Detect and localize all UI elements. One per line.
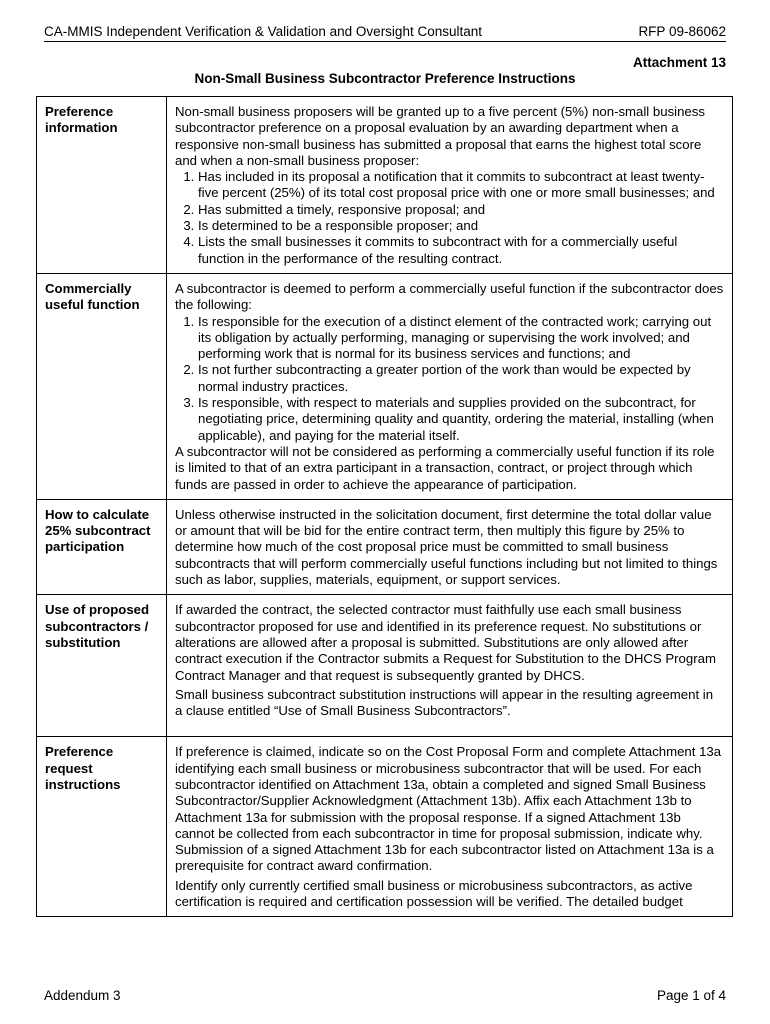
page-title: Non-Small Business Subcontractor Preference Instructions — [194, 71, 576, 86]
row-content — [167, 737, 733, 917]
table-row — [37, 97, 733, 274]
row-label: Preference information — [37, 97, 167, 274]
row-label: How to calculate 25% subcontract participation — [37, 499, 167, 594]
paragraph: Non-small business proposers will be granted up to a five percent (5%) non-small business subcontractor preference on a proposal evaluation by an awarding department when a responsive non-small business has submitted a proposal that earns the highest total score and when a non-small business proposer: — [175, 104, 705, 168]
numbered-list — [175, 314, 724, 444]
list-item: 2. Has submitted a timely, responsive proposal; and — [198, 202, 724, 218]
list-item: 3. Is responsible, with respect to materials and supplies provided on the subcontract, for negotiating price, determining quality and quantity, ordering the material, installing (when applicable), and paying for the material itself. — [198, 395, 724, 444]
header-title: CA-MMIS Independent Verification & Validation and Oversight Consultant — [44, 24, 482, 39]
row-content — [167, 97, 733, 274]
row-label: Commercially useful function — [37, 273, 167, 499]
row-label: Use of proposed subcontractors / substitution — [37, 595, 167, 737]
table-row — [37, 737, 733, 917]
list-item: 4. Lists the small businesses it commits to subcontract with for a commercially useful function in the performance of the resulting contract. — [198, 234, 724, 267]
list-item: 2. Is not further subcontracting a greater portion of the work than would be expected by normal industry practices. — [198, 362, 724, 395]
list-item: 1. Is responsible for the execution of a distinct element of the contracted work; carrying out its obligation by actually performing, managing or supervising the work involved; and performing work that is normal for its business services and functions; and — [198, 314, 724, 363]
numbered-list — [175, 169, 724, 267]
paragraph: Unless otherwise instructed in the solicitation document, first determine the total dollar value or amount that will be bid for the entire contract term, then multiply this figure by 25% to determine how much of the cost proposal price must be committed to small business subcontracts that will perform commercially useful functions including but not limited to things such as labor, supplies, materials, equipment, or support services. — [175, 506, 718, 588]
row-label: Preference request instructions — [37, 737, 167, 917]
row-content — [167, 595, 733, 737]
paragraph: Small business subcontract substitution instructions will appear in the resulting agreement in a clause entitled “Use of Small Business Subcontractors”. — [175, 686, 714, 719]
paragraph: If preference is claimed, indicate so on the Cost Proposal Form and complete Attachment 13a identifying each small business or microbusiness subcontractor that will be used. For each subcontractor identified on Attachment 13a, obtain a completed and signed Small Business Subcontractor/Supplier Acknowledgment (Attachment 13b). Affix each Attachment 13b to Attachment 13a for submission with the proposal response. If a signed Attachment 13b cannot be collected from each subcontractor in time for proposal submission, indicate why. Submission of a signed Attachment 13b for each subcontractor listed on Attachment 13a is a prerequisite for contract award confirmation. — [175, 744, 722, 874]
paragraph: A subcontractor will not be considered as performing a commercially useful function if its role is limited to that of an extra participant in a transaction, contract, or project through which funds are passed in order to achieve the appearance of participation. — [175, 443, 715, 492]
list-item: 3. Is determined to be a responsible proposer; and — [198, 218, 724, 234]
table-row — [37, 499, 733, 594]
rfp-number: RFP 09-86062 — [638, 24, 726, 39]
running-header — [44, 24, 726, 42]
paragraph: Identify only currently certified small business or microbusiness subcontractors, as active certification is required and certification possession will be verified. The detailed budget — [175, 877, 693, 909]
attachment-label: Attachment 13 — [632, 55, 726, 70]
paragraph: A subcontractor is deemed to perform a commercially useful function if the subcontractor does the following: — [175, 280, 724, 313]
table-row — [37, 595, 733, 737]
table-row — [37, 273, 733, 499]
footer-addendum: Addendum 3 — [44, 988, 121, 1003]
paragraph: If awarded the contract, the selected contractor must faithfully use each small business subcontractor proposed for use and identified in its preference request. No substitutions or alterations are allowed after a proposal is submitted. Substitutions are only allowed after contract execution if the Contractor submits a Request for Substitution to the DHCS Program Contract Manager and that request is subsequently granted by DHCS. — [175, 602, 716, 683]
row-content — [167, 273, 733, 499]
row-content — [167, 499, 733, 594]
instructions-table — [36, 96, 733, 917]
list-item: 1. Has included in its proposal a notification that it commits to subcontract at least twenty-five percent (25%) of its total cost proposal price with one or more small businesses; and — [198, 169, 724, 202]
page-number: Page 1 of 4 — [656, 988, 726, 1003]
